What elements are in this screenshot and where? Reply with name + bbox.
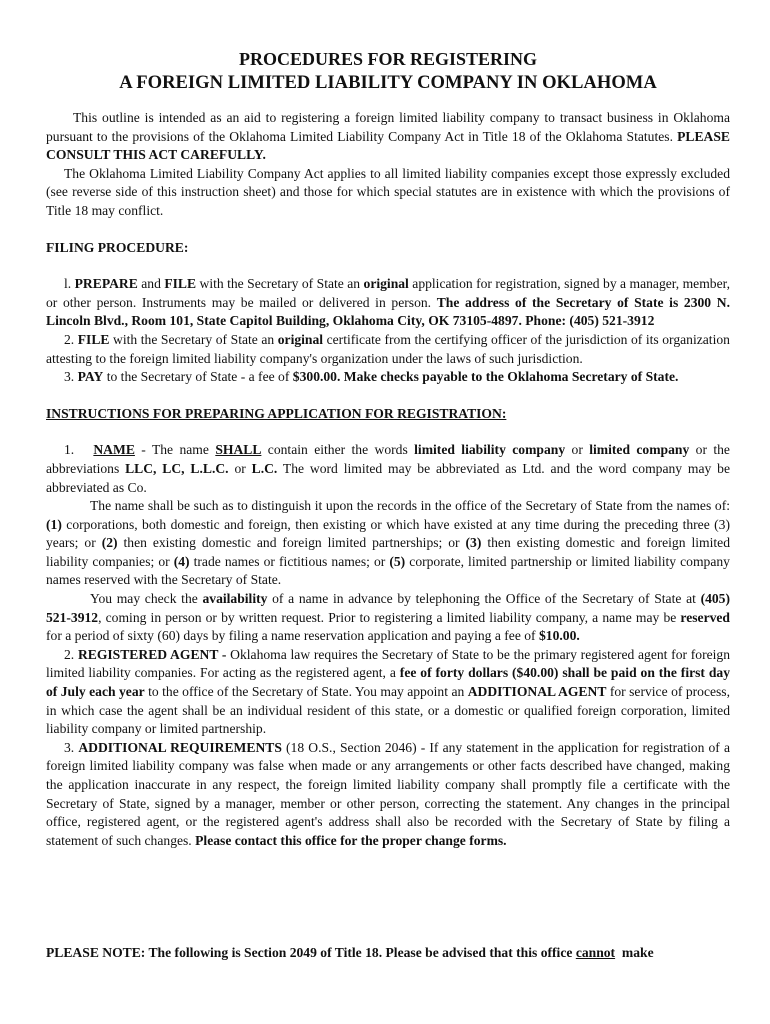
intro-paragraph-2: The Oklahoma Limited Liability Company Act applies to all limited liability companies except those expressly excluded (see reverse side of this instruction sheet) and those for which special statutes are in existence with which the provisions of Title 18 may conflict.: [46, 165, 730, 218]
filing-procedure-heading: FILING PROCEDURE:: [46, 239, 189, 255]
intro-paragraph-1: This outline is intended as an aid to registering a foreign limited liability company to transact business in Oklahoma pursuant to the provisions of the Oklahoma Limited Liability Company Act in Title 18 of the Oklahoma Statutes. PLEASE CONSULT THIS ACT CAREFULLY.: [46, 110, 730, 163]
filing-step-2: 2. FILE with the Secretary of State an original certificate from the certifying officer of the jurisdiction of its organization attesting to the foreign limited liability company's organization under the laws of such jurisdiction.: [46, 331, 730, 366]
filing-step-1: l. PREPARE and FILE with the Secretary of State an original application for registration, signed by a manager, member, or other person. Instruments may be mailed or delivered in person. The address of the Secretary of State is 2300 N. Lincoln Blvd., Room 101, State Capitol Building, Oklahoma City, OK 73105-4897. Phone: (405) 521-3912: [46, 276, 730, 329]
instruction-name-distinguish: The name shall be such as to distinguish it upon the records in the office of the Secretary of State from the names of: (1) corporations, both domestic and foreign, then existing or which have existed at any time during the preceding three (3) years; or (2) then existing domestic and foreign limited partnerships; or (3) then existing domestic and foreign limited liability companies; or (4) trade names or fictitious names; or (5) corporate, limited partnership or limited liability company names reserved with the Secretary of State.: [46, 498, 730, 588]
instruction-additional-requirements: 3. ADDITIONAL REQUIREMENTS (18 O.S., Section 2046) - If any statement in the application for registration of a foreign limited liability company was false when made or any arrangements or other facts described have changed, making the application inaccurate in any respect, the foreign limited liability company shall promptly file a certificate with the Secretary of State, signed by a manager, member or other person, correcting the statement. Any changes in the principal office, registered agent, or the registered agent's address shall also be recorded with the Secretary of State by filing a statement of such changes. Please contact this office for the proper change forms.: [46, 739, 731, 848]
instruction-name-availability: You may check the availability of a name in advance by telephoning the Office of the Secretary of State at (405) 521-3912, coming in person or by written request. Prior to registering a limited liability company, a name may be reserved for a period of sixty (60) days by filing a name reservation application and paying a fee of $10.00.: [46, 591, 731, 644]
instruction-registered-agent: 2. REGISTERED AGENT - Oklahoma law requires the Secretary of State to be the primary registered agent for foreign limited liability companies. For acting as the registered agent, a fee of forty dollars ($40.00) shall be paid on the first day of July each year to the office of the Secretary of State. You may appoint an ADDITIONAL AGENT for service of process, in which case the agent shall be an individual resident of this state, or a domestic or qualified foreign corporation, limited liability company or limited partnership.: [46, 646, 730, 737]
document-page: [46, 48, 731, 960]
document-title: [46, 48, 730, 94]
instruction-name: 1. NAME - The name SHALL contain either the words limited liability company or limited company or the abbreviations LLC, LC, L.L.C. or L.C. The word limited may be abbreviated as Ltd. and the word company may be abbreviated as Co.: [46, 442, 731, 495]
title-line-2: A FOREIGN LIMITED LIABILITY COMPANY IN OKLAHOMA: [119, 72, 657, 93]
secretary-address: The address of the Secretary of State is 2300 N. Lincoln Blvd., Room 101, State Capitol Building, Oklahoma City, OK 73105-4897. Phone: (405) 521-3912: [46, 294, 730, 329]
please-note: PLEASE NOTE: The following is Section 2049 of Title 18. Please be advised that this office cannot make: [46, 945, 654, 960]
filing-step-3: 3. PAY to the Secretary of State - a fee of $300.00. Make checks payable to the Oklahoma Secretary of State.: [64, 369, 679, 385]
title-line-1: PROCEDURES FOR REGISTERING: [238, 49, 538, 69]
consult-act-notice: PLEASE CONSULT THIS ACT CAREFULLY.: [46, 128, 730, 163]
instructions-heading: INSTRUCTIONS FOR PREPARING APPLICATION FOR REGISTRATION:: [46, 405, 507, 421]
cannot-emphasis: cannot: [575, 945, 616, 960]
